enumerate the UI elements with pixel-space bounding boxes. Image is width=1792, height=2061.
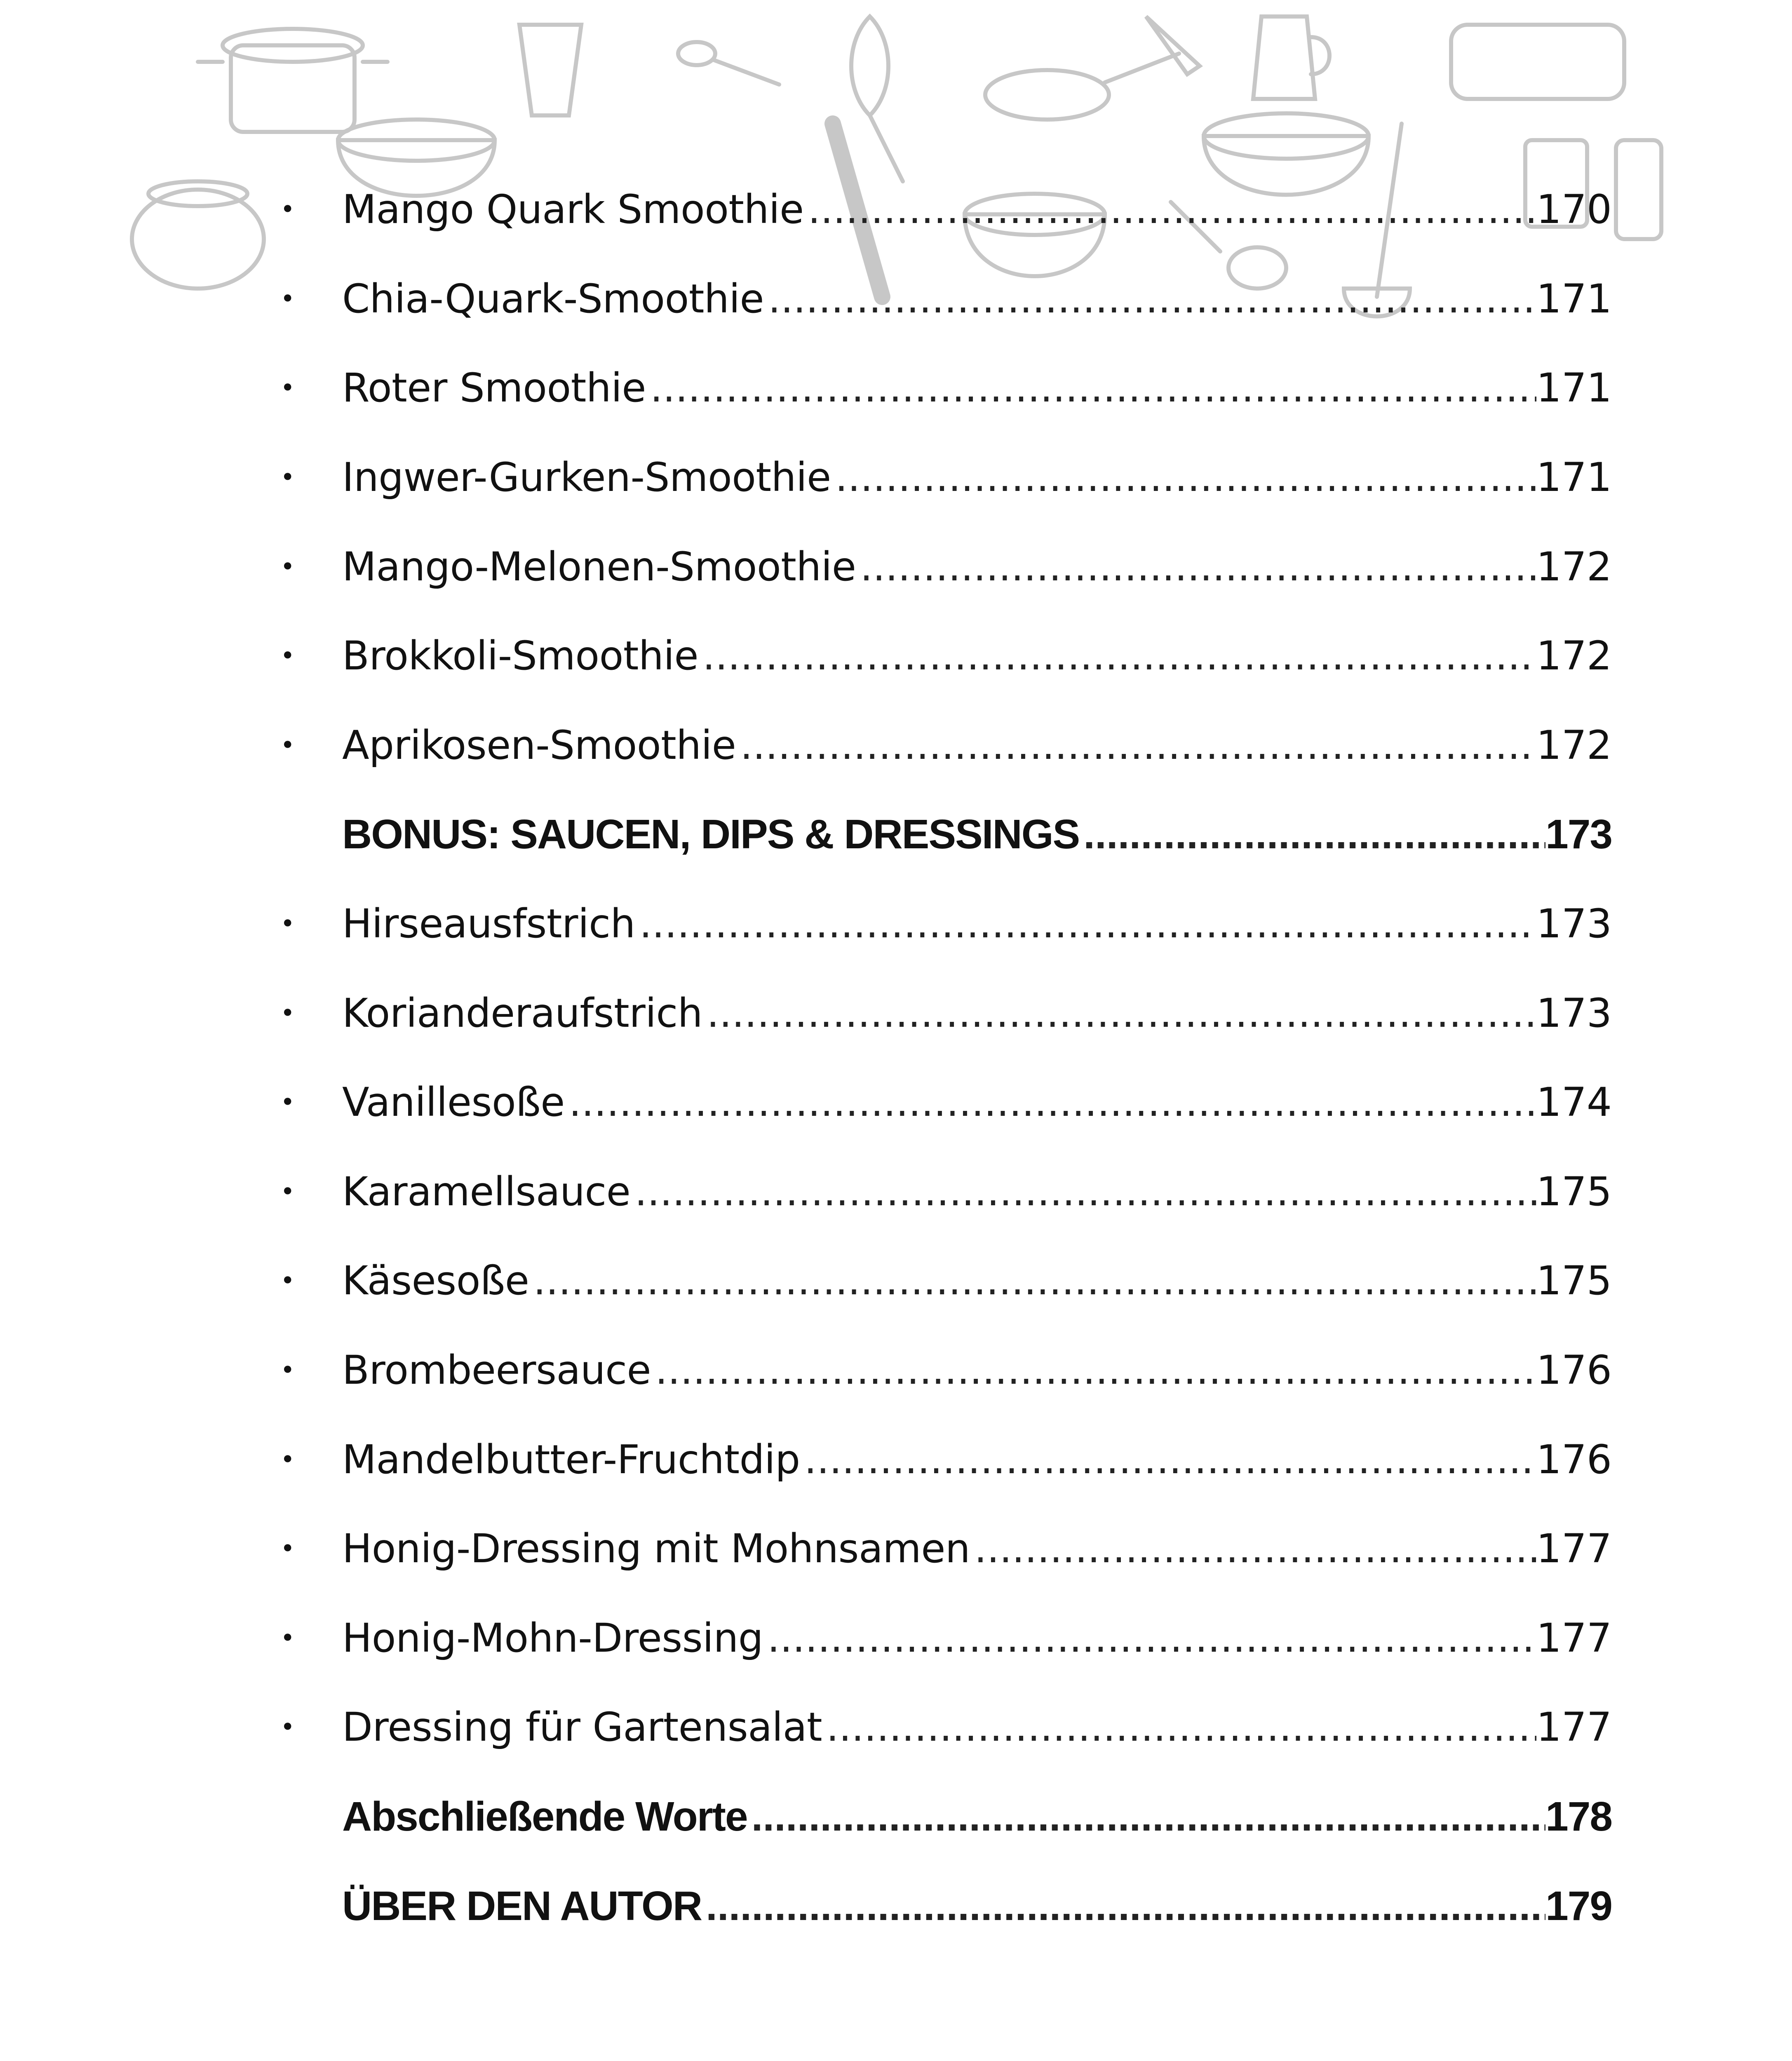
- bullet-icon: •: [280, 1177, 295, 1206]
- toc-entry[interactable]: [280, 611, 1612, 701]
- table-of-contents: [280, 165, 1612, 1951]
- toc-entry-title: Aprikosen-Smoothie: [342, 722, 736, 768]
- toc-entry-page-number: 177: [1536, 1704, 1612, 1751]
- toc-entry-title: Vanillesoße: [342, 1079, 565, 1126]
- toc-entry-page-number: 176: [1536, 1436, 1612, 1483]
- toc-entry-title: Mango-Melonen-Smoothie: [342, 543, 856, 590]
- toc-entry-page-number: 179: [1545, 1883, 1612, 1929]
- bullet-icon: •: [280, 463, 295, 492]
- toc-entry-title: Karamellsauce: [342, 1168, 631, 1215]
- dot-leader: [763, 1618, 1536, 1658]
- toc-entry[interactable]: [280, 1683, 1612, 1772]
- bullet-icon: •: [280, 730, 295, 760]
- toc-entry-page-number: 171: [1536, 275, 1612, 322]
- toc-entry[interactable]: [280, 1058, 1612, 1147]
- bullet-icon: •: [280, 909, 295, 939]
- toc-entry-title: Hirseausfstrich: [342, 901, 635, 947]
- toc-entry-title: Ingwer-Gurken-Smoothie: [342, 454, 831, 501]
- toc-entry-page-number: 173: [1536, 901, 1612, 947]
- toc-entry[interactable]: [280, 1415, 1612, 1504]
- dot-leader: [651, 1350, 1536, 1390]
- toc-entry-title: Dressing für Gartensalat: [342, 1704, 822, 1751]
- bullet-icon: •: [280, 373, 295, 403]
- toc-entry-page-number: 171: [1536, 454, 1612, 501]
- dot-leader: [856, 547, 1536, 587]
- dot-leader: [635, 904, 1536, 944]
- pot-icon: [198, 29, 388, 132]
- toc-entry-title: Abschließende Worte: [342, 1793, 747, 1840]
- bullet-icon: •: [280, 1445, 295, 1474]
- dot-leader: [800, 1440, 1536, 1479]
- toc-entry[interactable]: [280, 1236, 1612, 1326]
- jug-icon: [1253, 16, 1329, 99]
- toc-entry[interactable]: [280, 1594, 1612, 1683]
- toc-entry-title: Honig-Mohn-Dressing: [342, 1615, 763, 1661]
- toc-entry[interactable]: [280, 165, 1612, 254]
- dot-leader: [698, 636, 1536, 676]
- toc-entry[interactable]: [280, 968, 1612, 1058]
- toc-entry-title: Brokkoli-Smoothie: [342, 633, 699, 679]
- toc-section-heading[interactable]: [280, 1772, 1612, 1861]
- toc-entry[interactable]: [280, 1504, 1612, 1594]
- dot-leader: [831, 458, 1536, 497]
- bullet-icon: •: [280, 998, 295, 1028]
- bullet-icon: •: [280, 641, 295, 671]
- bullet-icon: •: [280, 1713, 295, 1742]
- pan-icon: [985, 54, 1179, 120]
- toc-entry[interactable]: [280, 1147, 1612, 1237]
- toc-section-heading[interactable]: [280, 1861, 1612, 1951]
- bullet-icon: •: [280, 195, 295, 224]
- toc-entry-page-number: 175: [1536, 1258, 1612, 1304]
- toc-entry-page-number: 172: [1536, 543, 1612, 590]
- bullet-icon: •: [280, 1534, 295, 1563]
- toc-entry[interactable]: [280, 254, 1612, 344]
- dot-leader: [630, 1172, 1536, 1211]
- toc-entry-page-number: 172: [1536, 633, 1612, 679]
- bullet-icon: •: [280, 1088, 295, 1117]
- toc-entry[interactable]: [280, 1326, 1612, 1415]
- dot-leader: [804, 190, 1536, 229]
- toc-section-heading[interactable]: [280, 790, 1612, 879]
- grater-icon: [1616, 140, 1661, 239]
- dot-leader: [736, 725, 1536, 765]
- bullet-icon: •: [280, 1356, 295, 1385]
- bullet-icon: •: [280, 284, 295, 313]
- toc-entry-page-number: 175: [1536, 1168, 1612, 1215]
- dot-leader: [970, 1529, 1536, 1568]
- toc-entry-title: Roter Smoothie: [342, 365, 646, 411]
- toc-entry-page-number: 176: [1536, 1347, 1612, 1394]
- toc-entry-page-number: 170: [1536, 186, 1612, 233]
- dot-leader: [529, 1261, 1536, 1300]
- toc-entry[interactable]: [280, 701, 1612, 790]
- dot-leader: [565, 1082, 1536, 1122]
- glass-icon: [519, 25, 581, 115]
- toc-entry-title: Käsesoße: [342, 1258, 529, 1304]
- toc-entry-page-number: 178: [1545, 1793, 1612, 1840]
- toc-entry-title: Brombeersauce: [342, 1347, 651, 1394]
- dot-leader: [646, 368, 1536, 408]
- toc-entry-title: ÜBER DEN AUTOR: [342, 1883, 702, 1929]
- dot-leader: [747, 1796, 1546, 1837]
- dot-leader: [1079, 814, 1545, 855]
- toc-entry-page-number: 177: [1536, 1526, 1612, 1572]
- dot-leader: [702, 993, 1536, 1033]
- toc-entry-page-number: 174: [1536, 1079, 1612, 1126]
- bullet-icon: •: [280, 1623, 295, 1653]
- toc-entry[interactable]: [280, 433, 1612, 522]
- toc-entry-page-number: 172: [1536, 722, 1612, 768]
- toc-entry[interactable]: [280, 522, 1612, 611]
- toc-entry-page-number: 173: [1536, 990, 1612, 1036]
- whisk-icon: [851, 16, 903, 181]
- bullet-icon: •: [280, 552, 295, 581]
- toc-entry-title: BONUS: SAUCEN, DIPS & DRESSINGS: [342, 811, 1080, 858]
- sugar-bowl-icon: [132, 181, 264, 289]
- dot-leader: [702, 1885, 1545, 1927]
- knife-icon: [1146, 16, 1200, 74]
- toc-entry[interactable]: [280, 879, 1612, 969]
- toc-entry[interactable]: [280, 343, 1612, 433]
- spoon-icon: [678, 42, 779, 85]
- toc-entry-page-number: 177: [1536, 1615, 1612, 1661]
- toc-entry-title: Mango Quark Smoothie: [342, 186, 804, 233]
- toc-entry-title: Korianderaufstrich: [342, 990, 703, 1036]
- dot-leader: [764, 279, 1536, 319]
- dot-leader: [822, 1707, 1536, 1747]
- toc-entry-title: Chia-Quark-Smoothie: [342, 275, 764, 322]
- toc-entry-title: Honig-Dressing mit Mohnsamen: [342, 1526, 970, 1572]
- bullet-icon: •: [280, 1266, 295, 1296]
- toc-entry-title: Mandelbutter-Fruchtdip: [342, 1436, 800, 1483]
- toc-entry-page-number: 171: [1536, 365, 1612, 411]
- cake-tin-icon: [1451, 25, 1624, 99]
- toc-entry-page-number: 173: [1545, 811, 1612, 858]
